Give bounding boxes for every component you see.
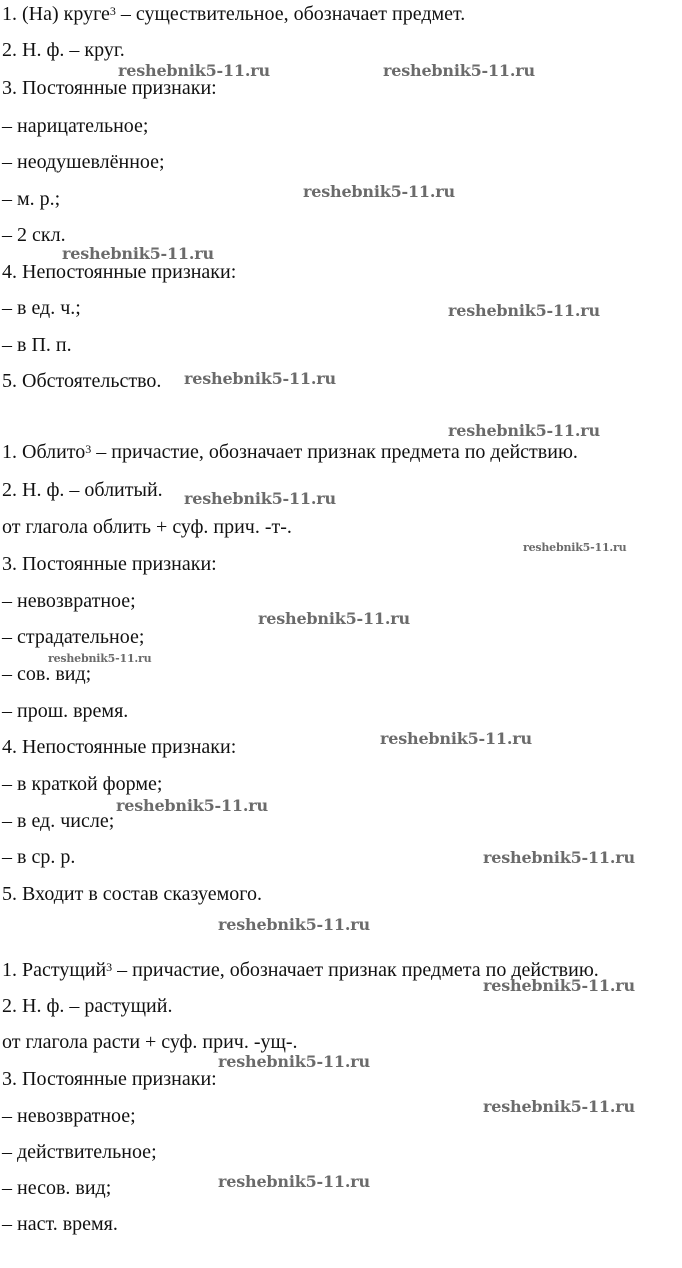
s3-line-4: 3. Постоянные признаки: [2,1068,217,1090]
s2-line-8: – прош. время. [2,700,129,722]
watermark: reshebnik5-11.ru [523,541,627,554]
s1-line-3: 3. Постоянные признаки: [2,77,217,99]
s2-line-13: 5. Входит в состав сказуемого. [2,883,262,905]
s2-line-6: – страдательное; [2,626,145,648]
watermark: reshebnik5-11.ru [483,976,635,995]
s3-line-5: – невозвратное; [2,1105,136,1127]
watermark: reshebnik5-11.ru [118,61,270,80]
s2-line-1 [2,440,578,464]
watermark: reshebnik5-11.ru [483,848,635,867]
s3-line-1-text: 1. Растущий [2,959,107,981]
s2-line-12: – в ср. р. [2,846,76,868]
s2-line-7: – сов. вид; [2,663,92,685]
watermark: reshebnik5-11.ru [48,652,152,665]
watermark: reshebnik5-11.ru [218,1172,370,1191]
s1-line-9: – в ед. ч.; [2,297,81,319]
s1-line-2: 2. Н. ф. – круг. [2,39,125,61]
s2-line-10: – в краткой форме; [2,773,163,795]
s2-line-1-text: 1. Облито [2,441,86,463]
s2-line-1-rest: – причастие, обозначает признак предмета по действию. [91,441,578,463]
watermark: reshebnik5-11.ru [218,915,370,934]
watermark: reshebnik5-11.ru [184,489,336,508]
s3-line-6: – действительное; [2,1141,157,1163]
s1-line-11: 5. Обстоятельство. [2,370,162,392]
watermark: reshebnik5-11.ru [116,796,268,815]
s1-footnote-mark: 3 [109,4,116,18]
s1-line-4: – нарицательное; [2,115,149,137]
watermark: reshebnik5-11.ru [303,182,455,201]
s2-line-3: от глагола облить + суф. прич. -т-. [2,516,292,538]
watermark: reshebnik5-11.ru [184,369,336,388]
watermark: reshebnik5-11.ru [62,244,214,263]
watermark: reshebnik5-11.ru [448,301,600,320]
watermark: reshebnik5-11.ru [448,421,600,440]
s1-line-1-text: 1. (На) круге [2,3,110,25]
s1-line-7: – 2 скл. [2,224,66,246]
s2-line-9: 4. Непостоянные признаки: [2,736,237,758]
s1-line-1-rest: – существительное, обозначает предмет. [115,3,466,25]
s2-footnote-mark: 3 [85,442,92,456]
s2-line-4: 3. Постоянные признаки: [2,553,217,575]
watermark: reshebnik5-11.ru [483,1097,635,1116]
watermark: reshebnik5-11.ru [258,609,410,628]
s2-line-11: – в ед. числе; [2,810,115,832]
s1-line-5: – неодушевлённое; [2,151,165,173]
s3-line-1-rest: – причастие, обозначает признак предмета по действию. [112,959,599,981]
s2-line-5: – невозвратное; [2,590,136,612]
s3-line-8: – наст. время. [2,1213,118,1235]
watermark: reshebnik5-11.ru [218,1052,370,1071]
s3-line-7: – несов. вид; [2,1177,112,1199]
watermark: reshebnik5-11.ru [380,729,532,748]
s1-line-10: – в П. п. [2,334,72,356]
s1-line-1 [2,2,465,26]
s2-line-2: 2. Н. ф. – облитый. [2,479,163,501]
s1-line-8: 4. Непостоянные признаки: [2,261,237,283]
s3-line-3: от глагола расти + суф. прич. -ущ-. [2,1031,298,1053]
s3-footnote-mark: 3 [106,960,113,974]
s1-line-6: – м. р.; [2,188,61,210]
s3-line-2: 2. Н. ф. – растущий. [2,995,173,1017]
watermark: reshebnik5-11.ru [383,61,535,80]
